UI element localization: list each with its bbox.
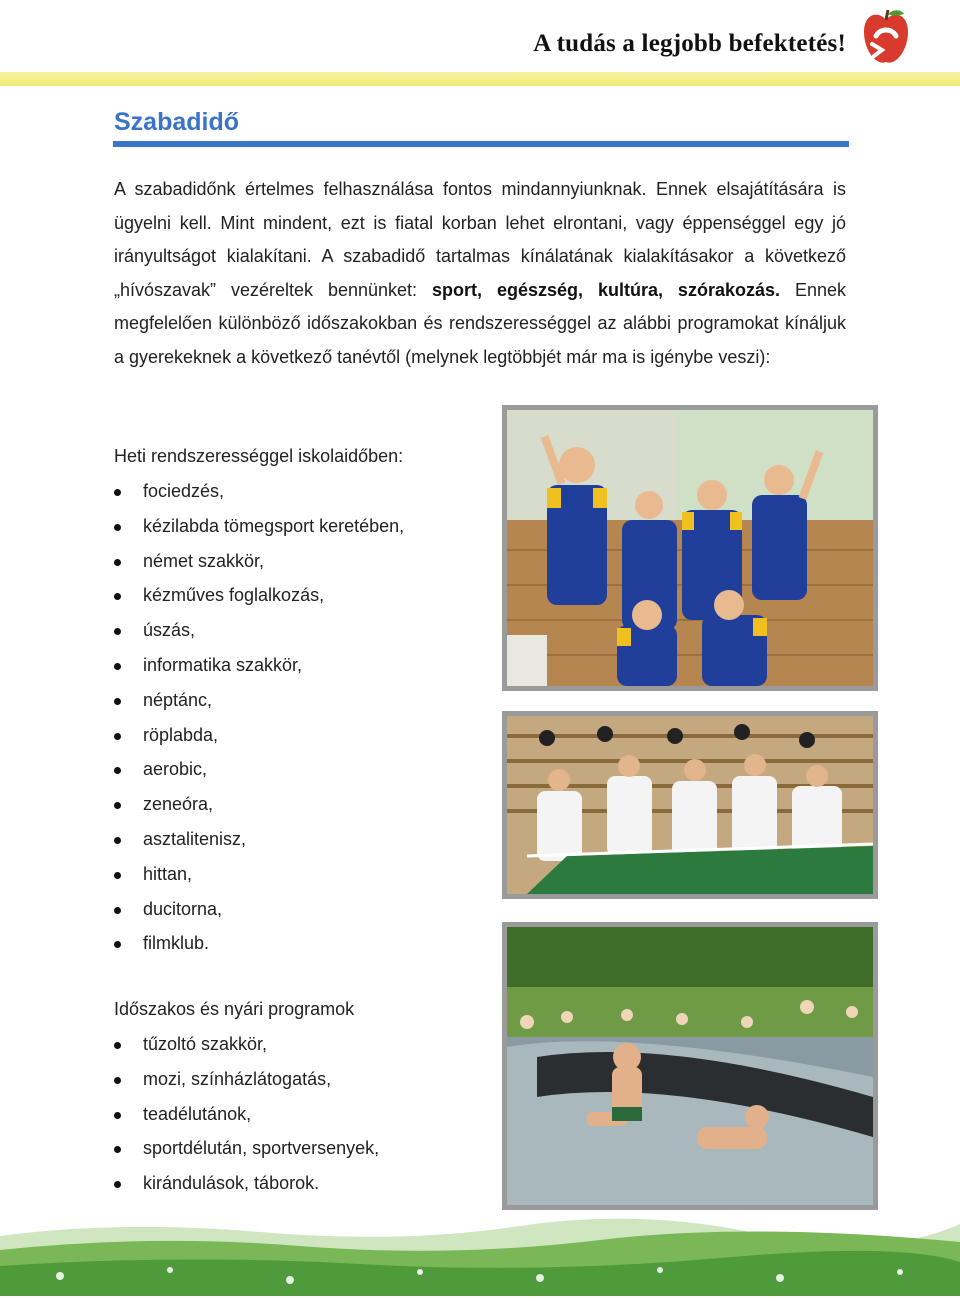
list-item-label: aerobic, xyxy=(143,759,208,780)
list-item-label: kézműves foglalkozás, xyxy=(143,585,325,606)
bullet-icon xyxy=(114,1042,121,1049)
periodic-heading: Időszakos és nyári programok xyxy=(114,999,355,1019)
list-item-label: filmklub. xyxy=(143,933,210,954)
list-item xyxy=(114,509,404,544)
water-slide-photo xyxy=(502,922,878,1210)
bullet-icon xyxy=(114,907,121,914)
list-item xyxy=(114,544,404,579)
footer-grass-band xyxy=(0,1206,960,1296)
weekly-list xyxy=(114,474,404,961)
list-item xyxy=(114,857,404,892)
title-rule xyxy=(113,141,849,147)
weekly-heading: Heti rendszerességgel iskolaidőben: xyxy=(114,446,404,466)
list-item xyxy=(114,1027,379,1062)
list-item xyxy=(114,1131,379,1166)
list-item-label: sportdélután, sportversenyek, xyxy=(143,1138,380,1159)
periodic-list xyxy=(114,1027,379,1201)
header-band xyxy=(0,72,960,86)
bullet-icon xyxy=(114,698,121,705)
bullet-icon xyxy=(114,767,121,774)
bullet-icon xyxy=(114,1077,121,1084)
section-title: Szabadidő xyxy=(114,108,240,136)
list-item xyxy=(114,718,404,753)
intro-text-2: Ennek megfelelően különböző időszakokban és rendszerességgel az alábbi programokat kínáljuk a gyerekeknek a következő tanévtől (melynek legtöbbjét már ma is igénybe veszi): xyxy=(114,279,846,367)
list-item-label: néptánc, xyxy=(143,689,213,710)
table-tennis-photo xyxy=(502,711,878,899)
bullet-icon xyxy=(114,733,121,740)
bullet-icon xyxy=(114,663,121,670)
list-item-label: német szakkör, xyxy=(143,550,265,571)
apple-logo-icon xyxy=(858,6,914,72)
list-item xyxy=(114,474,404,509)
intro-text-1: A szabadidőnk értelmes felhasználása fontos mindannyiunknak. Ennek elsajátítására is ügyelni kell. Mint mindent, ezt is fiatal korban lehet elrontani, vagy éppenséggel egy jó irányultságot kialakítani. A szabadidő tartalmas kínálatának kialakításakor a következő „hívószavak” vezéreltek bennünket: xyxy=(114,179,846,300)
list-item xyxy=(114,613,404,648)
bullet-icon xyxy=(114,524,121,531)
bullet-icon xyxy=(114,1146,121,1153)
list-item-label: kirándulások, táborok. xyxy=(143,1173,320,1194)
list-item-label: asztalitenisz, xyxy=(143,828,247,849)
bullet-icon xyxy=(114,593,121,600)
list-item xyxy=(114,578,404,613)
list-item-label: ducitorna, xyxy=(143,898,223,919)
list-item xyxy=(114,1166,379,1201)
list-item-label: tűzoltó szakkör, xyxy=(143,1034,268,1054)
list-item xyxy=(114,926,404,961)
bullet-icon xyxy=(114,1112,121,1119)
list-item-label: mozi, színházlátogatás, xyxy=(143,1068,332,1089)
bullet-icon xyxy=(114,941,121,948)
header-slogan: A tudás a legjobb befektetés! xyxy=(533,30,846,57)
team-photo xyxy=(502,405,878,691)
intro-keywords: sport, egészség, kultúra, szórakozás. xyxy=(432,279,780,300)
bullet-icon xyxy=(114,628,121,635)
list-item-label: fociedzés, xyxy=(143,481,225,501)
bullet-icon xyxy=(114,837,121,844)
list-item-label: teadélutánok, xyxy=(143,1103,252,1124)
bullet-icon xyxy=(114,559,121,566)
list-item-label: informatika szakkör, xyxy=(143,654,303,675)
bullet-icon xyxy=(114,872,121,879)
list-item xyxy=(114,822,404,857)
bullet-icon xyxy=(114,489,121,496)
list-item xyxy=(114,1097,379,1132)
list-item-label: röplabda, xyxy=(143,724,219,745)
list-item xyxy=(114,787,404,822)
list-item xyxy=(114,752,404,787)
list-item-label: zeneóra, xyxy=(143,794,214,815)
list-item-label: hittan, xyxy=(143,863,193,884)
list-item xyxy=(114,683,404,718)
bullet-icon xyxy=(114,802,121,809)
list-item-label: úszás, xyxy=(143,620,196,641)
intro-paragraph xyxy=(114,173,846,375)
list-item-label: kézilabda tömegsport keretében, xyxy=(143,515,405,536)
list-item xyxy=(114,648,404,683)
bullet-icon xyxy=(114,1181,121,1188)
list-item xyxy=(114,1062,379,1097)
list-item xyxy=(114,892,404,927)
